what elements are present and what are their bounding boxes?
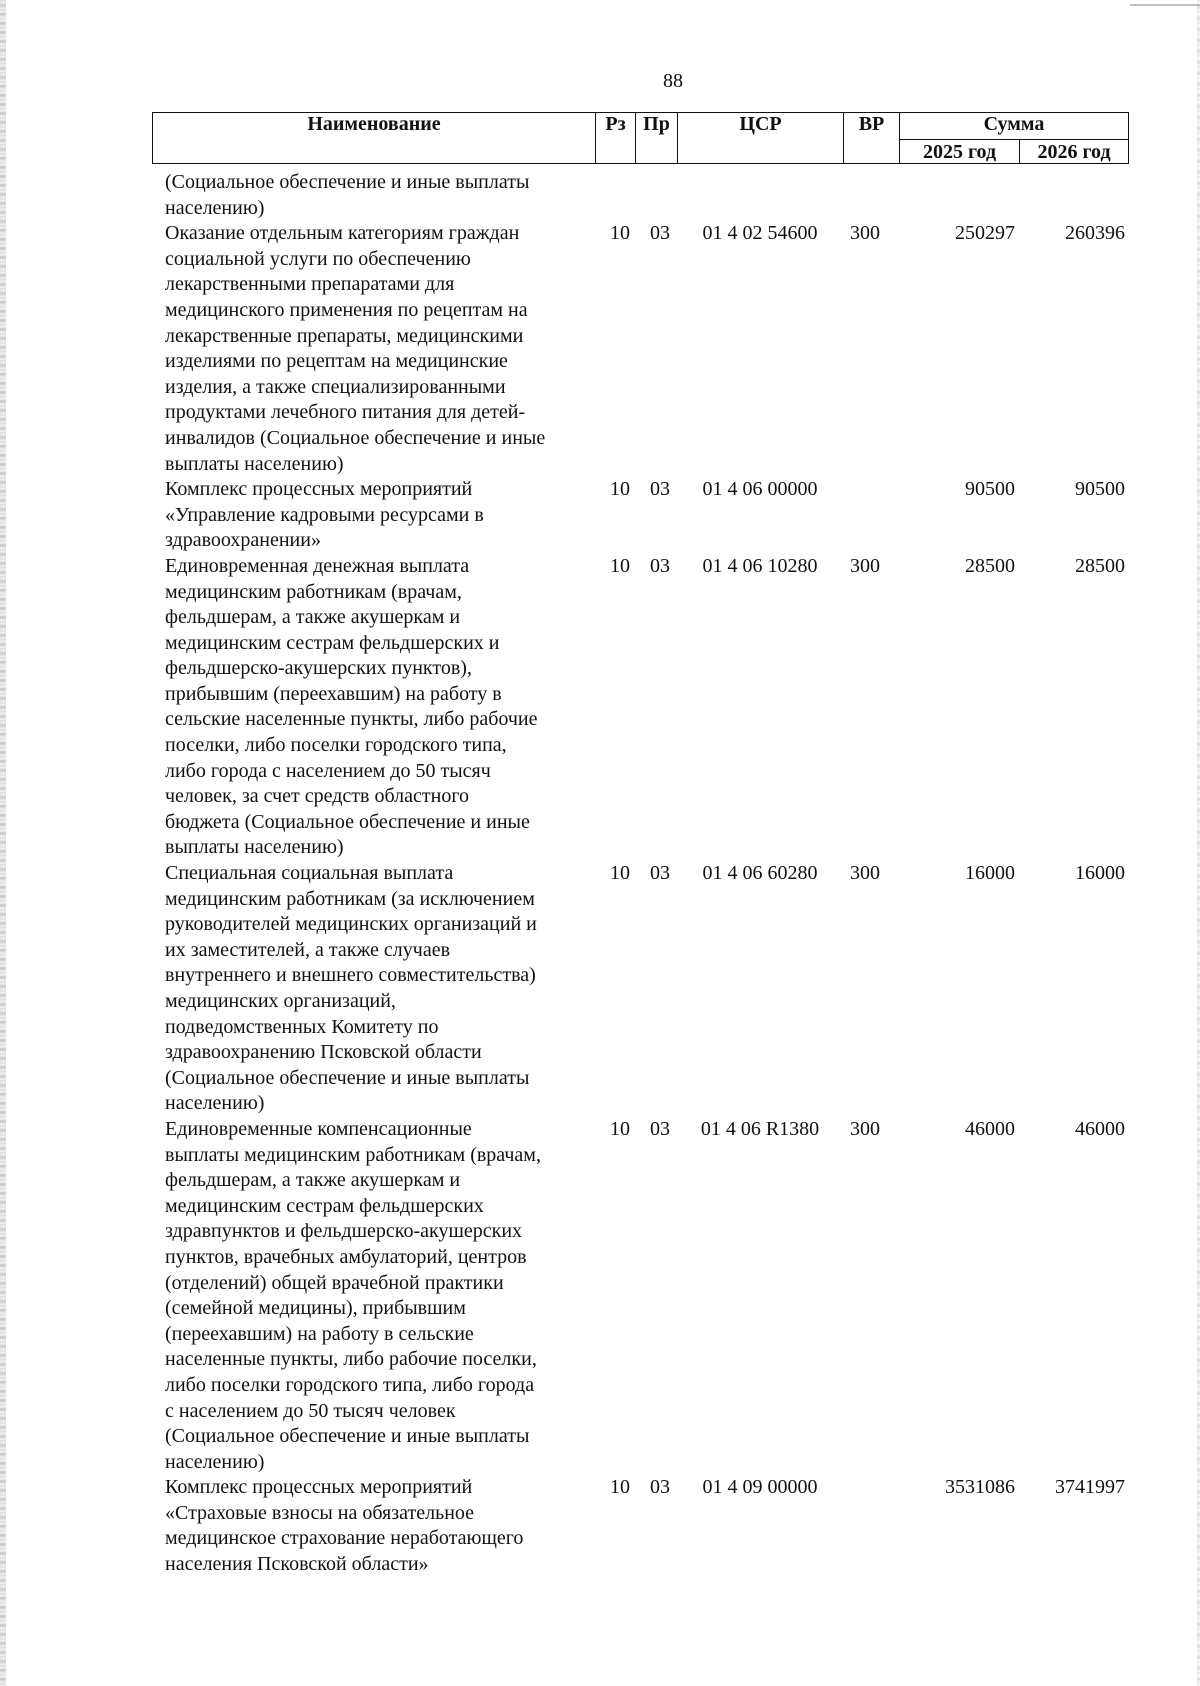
row-name <box>165 477 595 554</box>
row-name-line: Оказание отдельным категориям граждан <box>165 222 520 245</box>
row-name-line: (Социальное обеспечение и иные выплаты <box>165 1425 530 1448</box>
row-name-line: медицинское страхование неработающего <box>165 1527 524 1550</box>
row-name-line: руководителей медицинских организаций и <box>165 913 537 936</box>
row-name-line: населению) <box>165 1450 265 1473</box>
row-name-line: здравоохранении» <box>165 529 321 552</box>
row-name-line: выплаты населению) <box>165 452 344 475</box>
row-pr: 03 <box>650 1117 670 1140</box>
row-name <box>165 554 595 861</box>
row-rz: 10 <box>610 1117 630 1140</box>
row-csr: 01 4 06 00000 <box>702 478 818 501</box>
header-rz: Рз <box>596 113 636 164</box>
row-csr: 01 4 06 R1380 <box>700 1117 820 1140</box>
header-vr: ВР <box>844 113 900 164</box>
row-sum-2025: 3531086 <box>945 1476 1015 1499</box>
row-rz: 10 <box>610 862 630 885</box>
table-row <box>165 1117 1125 1475</box>
table-header <box>152 112 1129 164</box>
row-sum-2026: 90500 <box>1075 478 1125 501</box>
row-name-line: изделиями по рецептам на медицинские <box>165 350 508 373</box>
row-rz: 10 <box>610 1476 630 1499</box>
row-sum-2025: 46000 <box>965 1117 1015 1140</box>
row-name-line: изделия, а также специализированными <box>165 375 506 398</box>
row-name-line: фельдшерам, а также акушеркам и <box>165 606 461 629</box>
row-csr: 01 4 06 10280 <box>702 554 818 577</box>
row-sum-2026: 28500 <box>1075 554 1125 577</box>
row-name-line: сельские населенные пункты, либо рабочие <box>165 708 538 731</box>
header-year-2026: 2026 год <box>1020 140 1129 164</box>
row-sum-2025: 250297 <box>955 222 1015 245</box>
table-row <box>165 477 1125 554</box>
header-pr: Пр <box>636 113 678 164</box>
row-pr: 03 <box>650 478 670 501</box>
row-name-line: человек, за счет средств областного <box>165 785 470 808</box>
row-name-line: с населением до 50 тысяч человек <box>165 1399 456 1422</box>
row-csr: 01 4 02 54600 <box>702 222 818 245</box>
row-vr: 300 <box>850 1117 880 1140</box>
row-name-line: здравоохранению Псковской области <box>165 1041 482 1064</box>
row-rz: 10 <box>610 478 630 501</box>
header-sum: Сумма <box>900 113 1129 140</box>
row-name-line: прибывшим (переехавшим) на работу в <box>165 682 502 705</box>
row-pr: 03 <box>650 1476 670 1499</box>
row-name <box>165 221 595 477</box>
row-name <box>165 861 595 1117</box>
table-body <box>165 170 1125 1578</box>
row-name-line: «Управление кадровыми ресурсами в <box>165 503 484 526</box>
header-year-2025: 2025 год <box>900 140 1020 164</box>
table-row <box>165 861 1125 1117</box>
row-vr: 300 <box>850 222 880 245</box>
row-name-line: медицинским работникам (за исключением <box>165 887 535 910</box>
row-name-line: населения Псковской области» <box>165 1553 429 1576</box>
row-name-line: лекарственные препараты, медицинскими <box>165 324 524 347</box>
row-rz: 10 <box>610 554 630 577</box>
row-rz: 10 <box>610 222 630 245</box>
row-name-line: их заместителей, а также случаев <box>165 938 451 961</box>
row-sum-2026: 260396 <box>1065 222 1125 245</box>
row-name-line: подведомственных Комитету по <box>165 1015 439 1038</box>
row-name-line: медицинским работникам (врачам, <box>165 580 462 603</box>
row-name-line: выплаты населению) <box>165 836 344 859</box>
row-name-line: Комплекс процессных мероприятий <box>165 1476 473 1499</box>
row-name-line: (переехавшим) на работу в сельские <box>165 1322 474 1345</box>
row-name-line: «Страховые взносы на обязательное <box>165 1501 475 1524</box>
row-name <box>165 170 595 221</box>
row-name-line: Комплекс процессных мероприятий <box>165 478 473 501</box>
row-name-line: либо поселки городского типа, либо города <box>165 1373 535 1396</box>
row-csr: 01 4 06 60280 <box>702 862 818 885</box>
row-name-line: продуктами лечебного питания для детей- <box>165 401 526 424</box>
row-name-line: Единовременные компенсационные <box>165 1117 472 1140</box>
table-row <box>165 554 1125 861</box>
row-name-line: внутреннего и внешнего совместительства) <box>165 964 536 987</box>
table-row <box>165 221 1125 477</box>
row-name-line: лекарственными препаратами для <box>165 273 455 296</box>
header-name: Наименование <box>153 113 596 164</box>
row-vr: 300 <box>850 554 880 577</box>
row-name-line: фельдшерско-акушерских пунктов), <box>165 657 472 680</box>
page-number: 88 <box>663 70 683 92</box>
row-name-line: здравпунктов и фельдшерско-акушерских <box>165 1220 523 1243</box>
row-pr: 03 <box>650 554 670 577</box>
row-name-line: (Социальное обеспечение и иные выплаты <box>165 171 530 193</box>
row-sum-2026: 16000 <box>1075 862 1125 885</box>
scan-top-mark <box>1130 4 1200 6</box>
row-name-line: бюджета (Социальное обеспечение и иные <box>165 810 530 833</box>
row-name-line: фельдшерам, а также акушеркам и <box>165 1169 461 1192</box>
row-sum-2025: 16000 <box>965 862 1015 885</box>
row-name-line: медицинских организаций, <box>165 990 396 1012</box>
row-name-line: медицинским сестрам фельдшерских <box>165 1194 484 1217</box>
row-name-line: Единовременная денежная выплата <box>165 554 470 577</box>
row-name-line: населенные пункты, либо рабочие поселки, <box>165 1348 537 1371</box>
row-name-line: Специальная социальная выплата <box>165 862 454 885</box>
table-row <box>165 1475 1125 1577</box>
row-pr: 03 <box>650 862 670 885</box>
row-sum-2025: 28500 <box>965 554 1015 577</box>
row-name-line: инвалидов (Социальное обеспечение и иные <box>165 426 546 449</box>
row-name-line: (Социальное обеспечение и иные выплаты <box>165 1066 530 1089</box>
row-name-line: (семейной медицины), прибывшим <box>165 1297 466 1320</box>
header-csr: ЦСР <box>678 113 844 164</box>
row-name-line: пунктов, врачебных амбулаторий, центров <box>165 1245 527 1268</box>
scan-edge-left <box>0 0 6 1686</box>
row-sum-2026: 46000 <box>1075 1117 1125 1140</box>
row-sum-2025: 90500 <box>965 478 1015 501</box>
table-row <box>165 170 1125 221</box>
row-vr: 300 <box>850 862 880 885</box>
row-pr: 03 <box>650 222 670 245</box>
row-name <box>165 1475 595 1577</box>
row-sum-2026: 3741997 <box>1055 1476 1125 1499</box>
row-name-line: медицинским сестрам фельдшерских и <box>165 631 500 654</box>
row-name-line: поселки, либо поселки городского типа, <box>165 734 507 757</box>
row-csr: 01 4 09 00000 <box>702 1476 818 1499</box>
row-name-line: (отделений) общей врачебной практики <box>165 1271 504 1294</box>
row-name-line: выплаты медицинским работникам (врачам, <box>165 1143 541 1166</box>
row-name-line: либо города с населением до 50 тысяч <box>165 759 491 782</box>
row-name-line: населению) <box>165 196 265 219</box>
row-name-line: социальной услуги по обеспечению <box>165 247 471 270</box>
row-name-line: населению) <box>165 1092 265 1115</box>
row-name <box>165 1117 595 1475</box>
row-name-line: медицинского применения по рецептам на <box>165 298 528 321</box>
